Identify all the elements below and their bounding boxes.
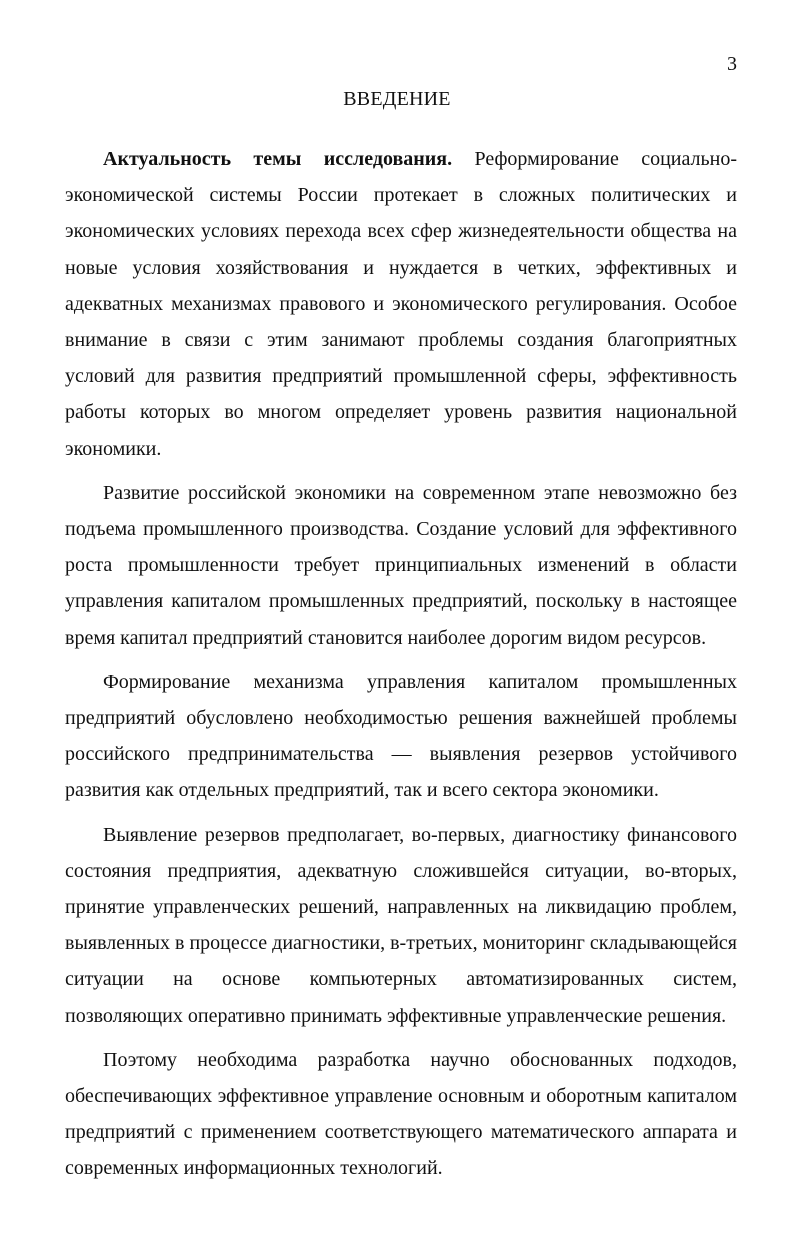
document-body	[65, 141, 737, 1195]
paragraph-mechanism: Формирование механизма управления капиталом промышленных предприятий обусловлено необходимостью решения важнейшей проблемы российского предпринимательства — выявления резервов устойчивого развития как отдельных предприятий, так и всего сектора экономики.	[65, 670, 737, 802]
paragraph-lead-continuation: Реформирование социально-	[452, 148, 738, 170]
paragraph-development: Развитие российской экономики на современном этапе невозможно без подъема промышленного производства. Создание условий для эффективного роста промышленности требует принципиальных изменений в области управления капиталом промышленных предприятий, поскольку в настоящее время капитал предприятий становится наиболее дорогим видом ресурсов.	[65, 481, 737, 649]
paragraph-conclusion: Поэтому необходима разработка научно обоснованных подходов, обеспечивающих эффективное управление основным и оборотным капиталом предприятий с применением соответствующего математического аппарата и современных информационных технологий.	[65, 1048, 737, 1180]
paragraph-lead-heading: Актуальность темы исследования.	[103, 148, 453, 170]
paragraph-relevance	[65, 141, 737, 467]
paragraph-text: экономической системы России протекает в сложных политических и экономических условиях перехода всех сфер жизнедеятельности общества на новые условия хозяйствования и нуждается в четких, эффективных и адекватных механизмах правового и экономического регулирования. Особое внимание в связи с этим занимают проблемы создания благоприятных условий для развития предприятий промышленной сферы, эффективность работы которых во многом определяет уровень развития национальной экономики.	[65, 184, 737, 460]
page-number: 3	[727, 53, 737, 75]
page-title: ВВЕДЕНИЕ	[343, 88, 451, 110]
paragraph-reserves: Выявление резервов предполагает, во-первых, диагностику финансового состояния предприятия, адекватную сложившейся ситуации, во-вторых, принятие управленческих решений, направленных на ликвидацию проблем, выявленных в процессе диагностики, в-третьих, мониторинг складывающейся ситуации на основе компьютерных автоматизированных систем, позволяющих оперативно принимать эффективные управленческие решения.	[65, 823, 737, 1027]
